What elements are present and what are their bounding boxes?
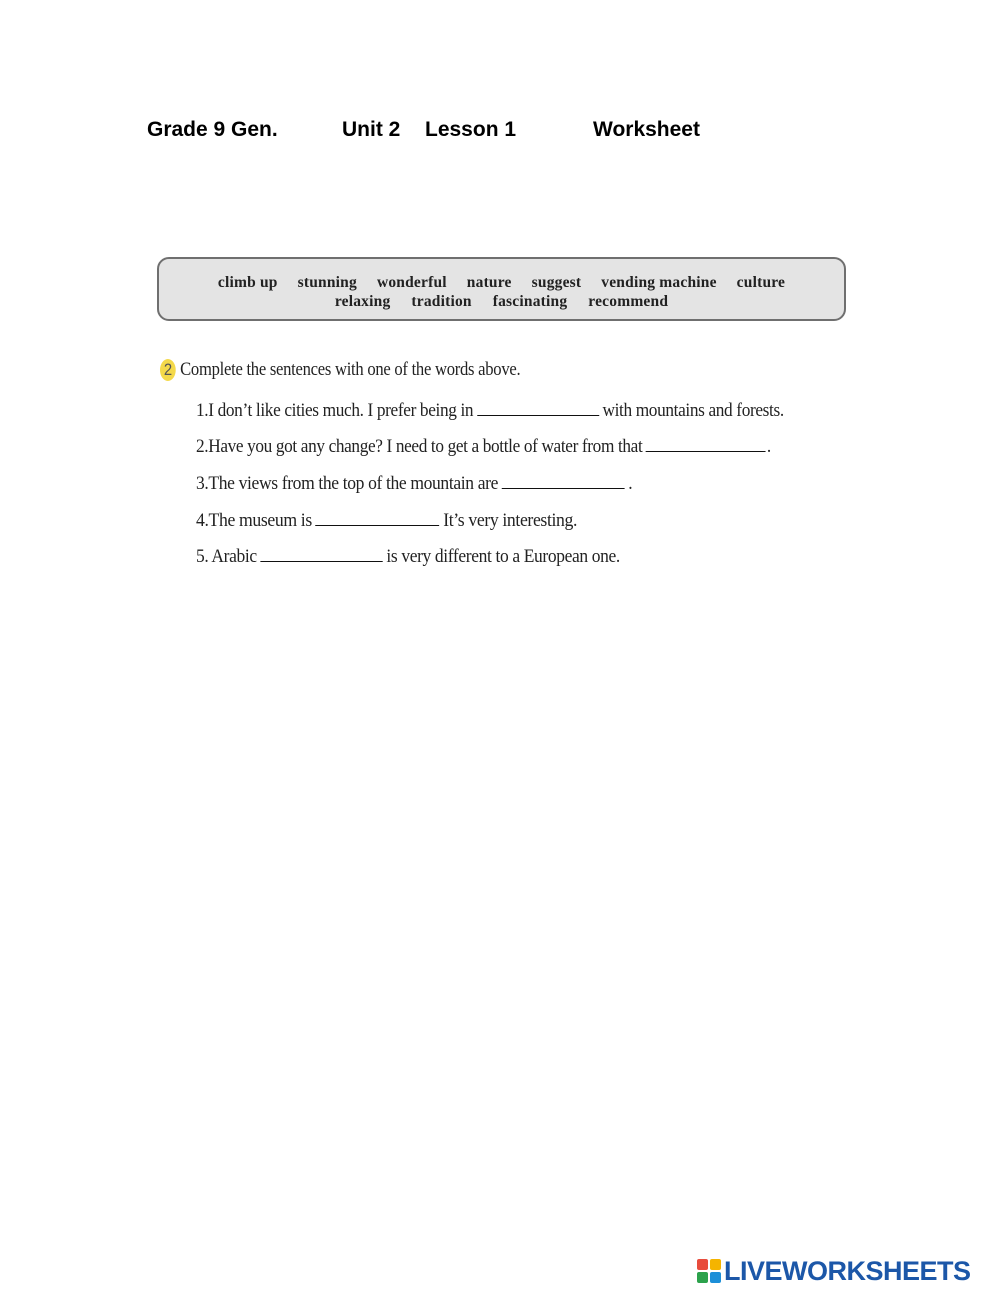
- word-bank-item: tradition: [411, 293, 472, 310]
- word-bank-item: stunning: [297, 274, 357, 291]
- word-bank-item: nature: [466, 274, 512, 291]
- lesson-label: Lesson 1: [425, 118, 517, 141]
- word-bank-item: relaxing: [334, 293, 391, 310]
- brand-name: LIVEWORKSHEETS: [724, 1255, 971, 1286]
- liveworksheets-brand: [697, 1256, 971, 1286]
- word-bank-row-2: [159, 293, 844, 311]
- word-bank-item: recommend: [588, 293, 669, 310]
- word-bank-item: climb up: [217, 274, 278, 291]
- answer-blank-4[interactable]: [316, 507, 440, 526]
- word-bank-box: [157, 257, 846, 321]
- exercise-number-badge: 2: [160, 359, 176, 381]
- worksheet-label: Worksheet: [593, 118, 700, 141]
- sentence-text-after: It’s very interesting.: [443, 510, 578, 531]
- sentence-4: [196, 507, 577, 532]
- word-bank-item: suggest: [531, 274, 582, 291]
- word-bank-item: culture: [736, 274, 786, 291]
- sentence-2: [196, 433, 771, 458]
- sentence-1: [196, 397, 784, 422]
- word-bank-item: fascinating: [492, 293, 568, 310]
- sentence-5: [196, 543, 620, 568]
- sentence-text-after: .: [628, 473, 633, 494]
- answer-blank-2[interactable]: [646, 433, 766, 452]
- sentence-text-before: 3.The views from the top of the mountain are: [196, 473, 499, 494]
- sentence-text-after: .: [766, 436, 771, 457]
- word-bank-item: vending machine: [601, 274, 717, 291]
- answer-blank-3[interactable]: [502, 470, 625, 489]
- logo-square-red: [697, 1259, 708, 1270]
- word-bank-item: wonderful: [376, 274, 447, 291]
- sentence-text-after: is very different to a European one.: [386, 546, 620, 567]
- grade-label: Grade 9 Gen.: [147, 118, 278, 141]
- sentence-3: [196, 470, 632, 495]
- exercise-instruction-line: [160, 359, 520, 381]
- answer-blank-5[interactable]: [260, 543, 382, 562]
- logo-square-blue: [710, 1272, 721, 1283]
- liveworksheets-logo-icon: [697, 1259, 721, 1283]
- sentence-text-before: 1.I don’t like cities much. I prefer being in: [196, 400, 474, 421]
- sentence-text-before: 2.Have you got any change? I need to get a bottle of water from that: [196, 436, 643, 457]
- exercise-instruction: Complete the sentences with one of the words above.: [180, 359, 521, 380]
- unit-label: Unit 2: [342, 118, 401, 141]
- logo-square-green: [697, 1272, 708, 1283]
- sentence-text-before: 4.The museum is: [196, 510, 312, 531]
- logo-square-yellow: [710, 1259, 721, 1270]
- sentence-text-before: 5. Arabic: [196, 546, 257, 567]
- answer-blank-1[interactable]: [477, 397, 599, 416]
- word-bank-row-1: [159, 274, 844, 292]
- sentence-text-after: with mountains and forests.: [602, 400, 784, 421]
